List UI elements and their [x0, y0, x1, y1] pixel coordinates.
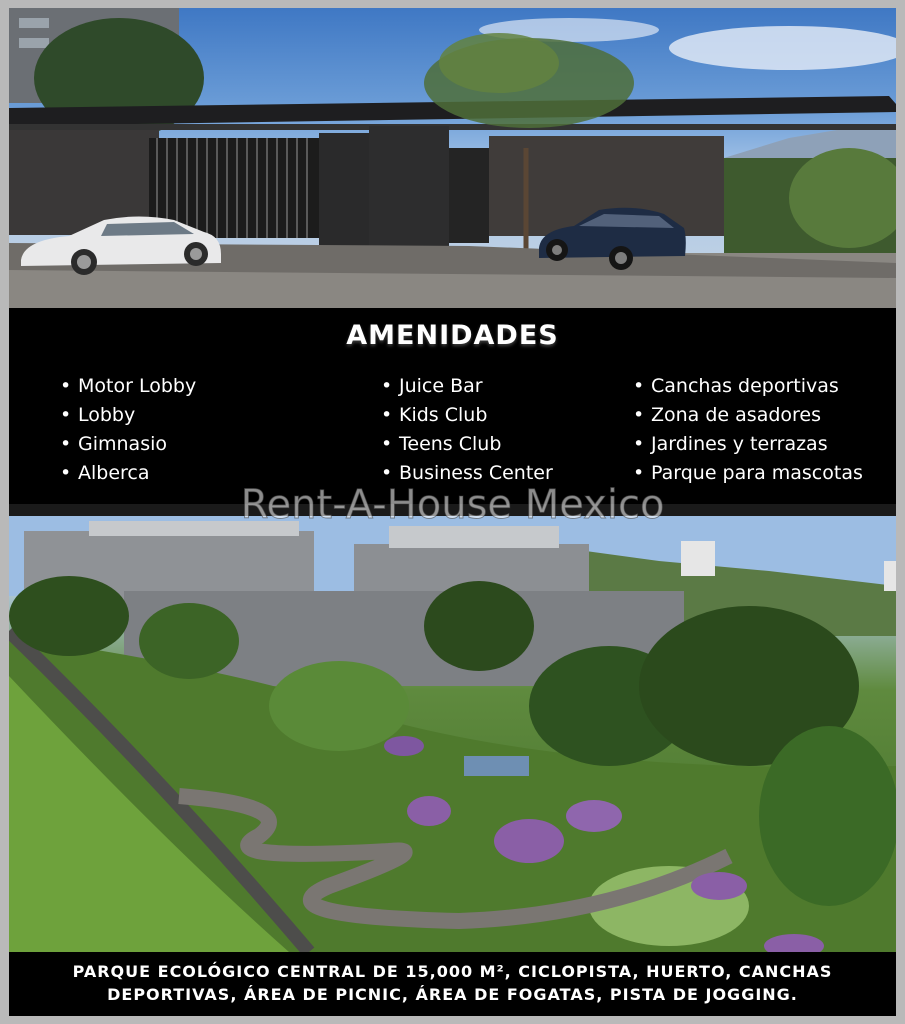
- amenity-item: • Motor Lobby: [60, 372, 196, 401]
- park-illustration: [9, 516, 896, 952]
- motor-lobby-illustration: [9, 8, 896, 308]
- ecological-park-render: [9, 516, 896, 952]
- watermark-text: Rent-A-House Mexico: [240, 482, 665, 528]
- amenity-item: • Kids Club: [381, 401, 553, 430]
- caption-line-1: PARQUE ECOLÓGICO CENTRAL DE 15,000 M², CICLOPISTA, HUERTO, CANCHAS: [72, 962, 833, 981]
- caption-line-2: DEPORTIVAS, ÁREA DE PICNIC, ÁREA DE FOGATAS, PISTA DE JOGGING.: [107, 985, 798, 1004]
- amenity-item: • Teens Club: [381, 430, 553, 459]
- flyer-frame: [9, 8, 896, 1016]
- amenity-item: • Business Center: [381, 459, 553, 488]
- amenity-item: • Alberca: [60, 459, 196, 488]
- amenity-item: • Lobby: [60, 401, 196, 430]
- park-caption: [9, 952, 896, 1016]
- amenities-column-2: [381, 372, 553, 488]
- amenity-item: • Juice Bar: [381, 372, 553, 401]
- amenity-item: • Gimnasio: [60, 430, 196, 459]
- amenities-section: [9, 308, 896, 504]
- amenities-column-3: [633, 372, 863, 488]
- amenity-item: • Parque para mascotas: [633, 459, 863, 488]
- amenity-item: • Canchas deportivas: [633, 372, 863, 401]
- amenity-item: • Jardines y terrazas: [633, 430, 863, 459]
- amenities-title: AMENIDADES: [346, 320, 559, 351]
- motor-lobby-render: [9, 8, 896, 308]
- amenity-item: • Zona de asadores: [633, 401, 863, 430]
- amenities-column-1: [60, 372, 196, 488]
